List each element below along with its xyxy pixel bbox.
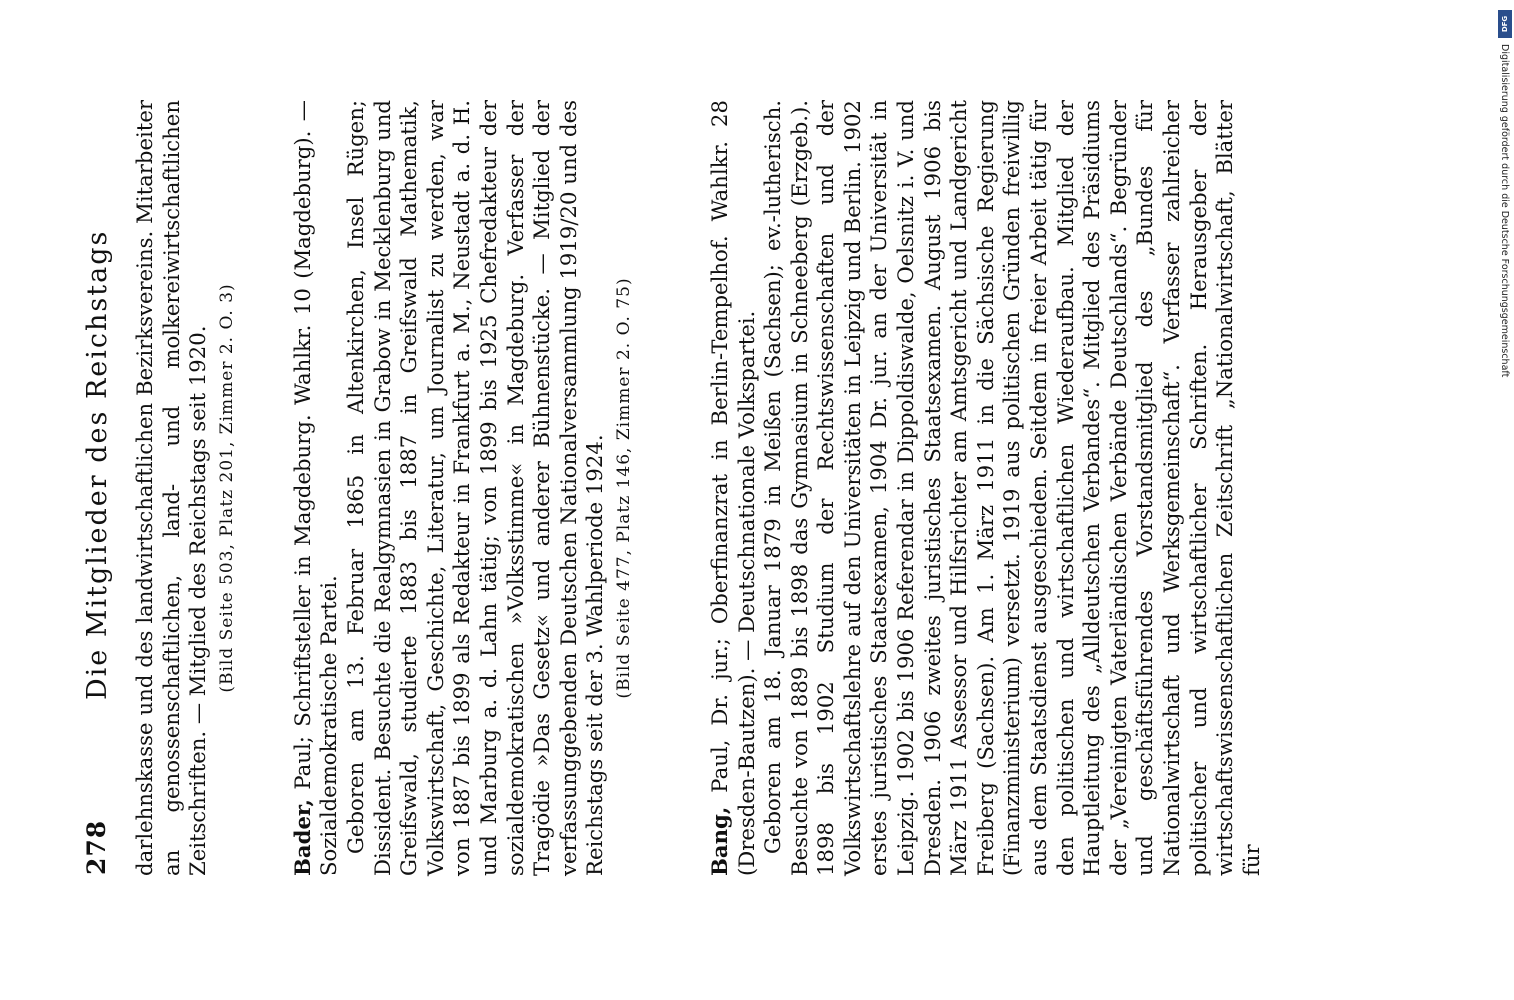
digitization-sidebar xyxy=(1496,8,1514,408)
entry-heading xyxy=(290,100,343,876)
document-body xyxy=(132,100,1265,876)
member-name: Bang, xyxy=(706,806,732,876)
entry-heading xyxy=(707,100,760,876)
continued-paragraph: darlehnskasse und des landwirtschaftlichen Bezirksvereins. Mitarbeiter an genossenschaftlichen, land- und molkereiwirtschaftlichen Zeitschriften. — Mitglied des Reichstags seit 1920. xyxy=(132,100,211,876)
image-reference: (Bild Seite 503, Platz 201, Zimmer 2. O. 3) xyxy=(216,283,237,693)
member-biography: Geboren am 13. Februar 1865 in Altenkirchen, Insel Rügen; Dissident. Besuchte die Realgymnasien in Grabow in Mecklenburg und Greifswald, studierte 1883 bis 1887 in Greifswald Mathematik, Volkswirtschaft, Geschichte, Literatur, um Journalist zu werden, war von 1887 bis 1899 als Redakteur in Frankfurt a. M., Neustadt a. d. H. und Marburg a. d. Lahn tätig; von 1899 bis 1925 Chefredakteur der sozialdemokratischen »Volksstimme« in Magdeburg. Verfasser der Tragödie »Das Gesetz« und anderer Bühnenstücke. — Mitglied der verfassunggebenden Deutschen Nationalversammlung 1919/20 und des Reichstags seit der 3. Wahlperiode 1924. xyxy=(342,100,608,876)
image-reference: (Bild Seite 477, Platz 146, Zimmer 2. O. 75) xyxy=(613,277,634,699)
member-biography: Geboren am 18. Januar 1879 in Meißen (Sachsen); ev.-lutherisch. Besuchte von 1889 bis 1898 das Gymnasium in Schneeberg (Erzgeb.). 1898 bis 1902 Studium der Rechtswissenschaften und der Volkswirtschaftslehre auf den Universitäten in Leipzig und Berlin. 1902 erstes juristisches Staatsexamen, 1904 Dr. jur. an der Universität in Leipzig. 1902 bis 1906 Referendar in Dippoldiswalde, Oelsnitz i. V. und Dresden. 1906 zweites juristisches Staatsexamen. August 1906 bis März 1911 Assessor und Hilfsrichter am Amtsgericht und Landgericht Freiberg (Sachsen). Am 1. März 1911 in die Sächsische Regierung (Finanzministerium) versetzt. 1919 aus politischen Gründen freiwillig aus dem Staatsdienst ausgeschieden. Seitdem in freier Arbeit tätig für den politischen und wirtschaftlichen Wiederaufbau. Mitglied der Hauptleitung des „Alldeutschen Verbandes“. Mitglied des Präsidiums der „Vereinigten Vaterländischen Verbände Deutschlands“. Begründer und geschäftsführendes Vorstandsmitglied des „Bundes für Nationalwirtschaft und Werksgemeinschaft“. Verfasser zahlreicher politischer und wirtschaftlicher Schriften. Herausgeber der wirtschaftswissenschaftlichen Zeitschrift „Nationalwirtschaft, Blätter für xyxy=(760,100,1264,876)
page-number: 278 xyxy=(82,819,111,875)
running-title: Die Mitglieder des Reichstags xyxy=(82,229,113,700)
funding-notice: Digitalisierung gefördert durch die Deutsche Forschungsgemeinschaft xyxy=(1499,44,1510,378)
dfg-logo: DFG xyxy=(1498,10,1512,38)
member-name: Bader, xyxy=(289,799,315,876)
member-heading-text: Paul, Dr. jur.; Oberfinanzrat in Berlin-Tempelhof. Wahlkr. 28 (Dresden-Bautzen). — Deutschnationale Volkspartei. xyxy=(706,100,759,876)
member-heading-text: Paul; Schriftsteller in Magdeburg. Wahlkr. 10 (Magdeburg). — Sozialdemokratische Partei. xyxy=(289,100,342,876)
